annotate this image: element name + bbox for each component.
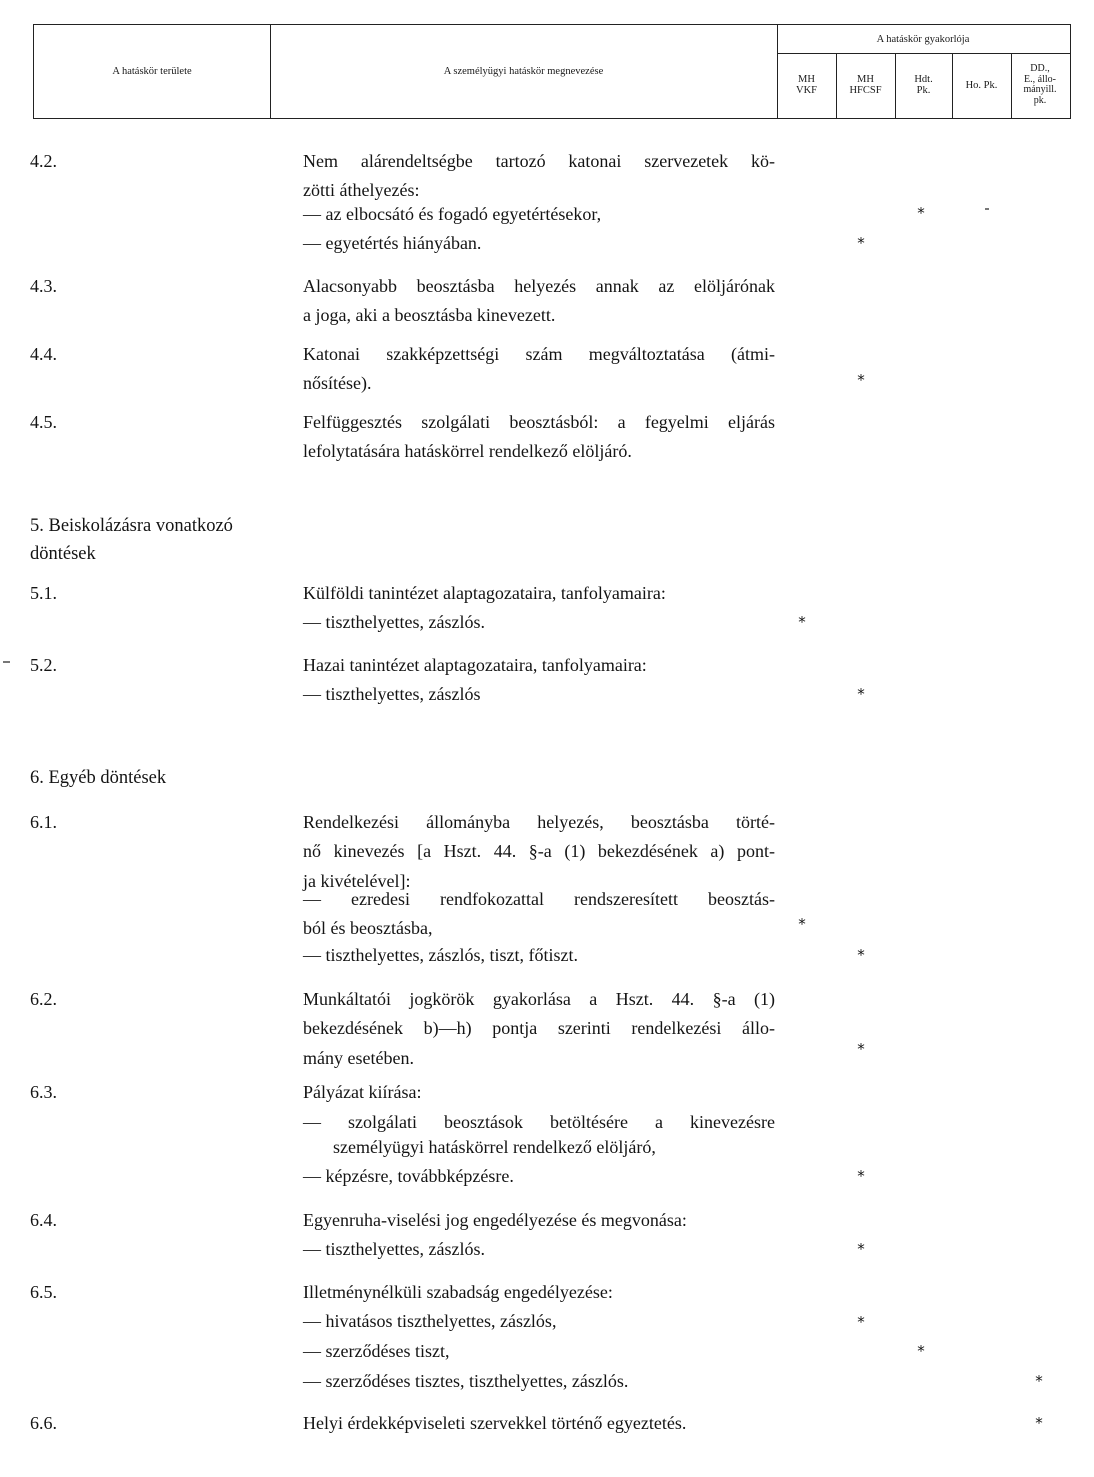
marker-mh-vkf: *	[798, 613, 806, 631]
header-name	[270, 25, 777, 117]
row-number: 4.2.	[30, 151, 57, 171]
marker-mh-hfcsf: *	[857, 1167, 865, 1185]
section-heading-line: 5. Beiskolázásra vonatkozó	[30, 516, 233, 536]
header-exerciser-label: A hatáskör gyakorlója	[876, 33, 970, 45]
row-number: 5.1.	[30, 583, 57, 603]
row-description	[303, 1078, 775, 1107]
row-description	[303, 408, 775, 467]
description-line: Nem alárendeltségbe tartozó katonai szervezetek kö-	[303, 151, 775, 171]
list-item: — egyetértés hiányában.	[303, 233, 482, 253]
marker-mh-hfcsf: *	[857, 1040, 865, 1058]
header-col-text: MH	[798, 74, 815, 85]
description-line: nősítése).	[303, 373, 372, 394]
list-item: — szerződéses tiszt,	[303, 1341, 450, 1361]
list-item	[303, 885, 775, 944]
row-number: 6.4.	[30, 1210, 57, 1230]
header-col-text: E., állo-	[1024, 73, 1056, 85]
section-heading: 6. Egyéb döntések	[30, 768, 167, 788]
description-line: — ezredesi rendfokozattal rendszeresített beosztás-	[303, 889, 775, 909]
list-item: — tiszthelyettes, zászlós	[303, 684, 481, 704]
description-line: Rendelkezési állományba helyezés, beosztásba törté-	[303, 812, 775, 832]
marker-mh-vkf: *	[798, 915, 806, 933]
header-col-text: HFCSF	[849, 85, 882, 96]
row-number: 4.3.	[30, 276, 57, 296]
marker-mh-hfcsf: *	[857, 1240, 865, 1258]
marker-hdt-pk: *	[917, 1342, 925, 1360]
scan-speck	[3, 661, 10, 663]
row-description	[303, 272, 775, 331]
marker-mh-hfcsf: *	[857, 371, 865, 389]
list-item: — szolgálati beosztások betöltésére a kinevezésre	[303, 1112, 775, 1132]
row-description	[303, 340, 775, 399]
list-item: — tiszthelyettes, zászlós.	[303, 1239, 485, 1259]
row-number: 6.3.	[30, 1082, 57, 1102]
description-line: bekezdésének b)—h) pontja szerinti rendelkezési állo-	[303, 1018, 775, 1039]
marker-dd: *	[1035, 1372, 1043, 1390]
marker-hdt-pk: *	[917, 204, 925, 222]
row-description	[303, 1409, 775, 1438]
description-line: zötti áthelyezés:	[303, 180, 420, 201]
row-number: 5.2.	[30, 655, 57, 675]
description-line: Alacsonyabb beosztásba helyezés annak az elöljárónak	[303, 276, 775, 296]
description-line: Egyenruha-viselési jog engedélyezése és megvonása:	[303, 1210, 687, 1230]
row-description	[303, 985, 775, 1073]
list-item: — tiszthelyettes, zászlós.	[303, 612, 485, 632]
marker-dd: *	[1035, 1414, 1043, 1432]
description-line: Külföldi tanintézet alaptagozataira, tanfolyamaira:	[303, 583, 666, 603]
description-line: ból és beosztásba,	[303, 918, 433, 939]
header-col-text: pk.	[1033, 94, 1047, 106]
header-area	[34, 25, 270, 117]
header-col-text: Pk.	[916, 85, 931, 96]
description-line: Munkáltatói jogkörök gyakorlása a Hszt. 44. §-a (1)	[303, 989, 775, 1009]
header-col-mh-vkf	[777, 53, 836, 117]
header-col-hdt-pk	[895, 53, 952, 117]
header-table	[33, 24, 1071, 119]
description-line: Illetménynélküli szabadság engedélyezése:	[303, 1282, 613, 1302]
header-col-ho-pk	[952, 53, 1011, 117]
description-line: Hazai tanintézet alaptagozataira, tanfolyamaira:	[303, 655, 647, 675]
header-col-text: MH	[857, 74, 874, 85]
row-number: 6.1.	[30, 812, 57, 832]
list-item: — az elbocsátó és fogadó egyetértésekor,	[303, 204, 602, 224]
row-description	[303, 1278, 775, 1307]
header-col-text: Ho. Pk.	[965, 79, 998, 91]
row-description	[303, 808, 775, 896]
row-description	[303, 1206, 775, 1235]
row-number: 4.5.	[30, 412, 57, 432]
row-description	[303, 651, 775, 680]
header-col-text: Hdt.	[914, 74, 933, 85]
description-line: ja kivételével]:	[303, 870, 411, 891]
list-item: — tiszthelyettes, zászlós, tiszt, főtiszt.	[303, 945, 578, 965]
description-line: a joga, aki a beosztásba kinevezett.	[303, 305, 556, 326]
header-col-mh-hfcsf	[836, 53, 895, 117]
list-item: — szerződéses tisztes, tiszthelyettes, zászlós.	[303, 1371, 629, 1391]
row-number: 6.6.	[30, 1413, 57, 1433]
row-description	[303, 147, 775, 206]
header-area-label: A hatáskör területe	[112, 65, 192, 77]
description-line: Pályázat kiírása:	[303, 1082, 422, 1102]
description-line: mány esetében.	[303, 1047, 414, 1068]
header-col-text: mányill.	[1023, 84, 1057, 95]
row-number: 6.5.	[30, 1282, 57, 1302]
header-col-text: DD.,	[1030, 63, 1050, 74]
marker-mh-hfcsf: *	[857, 685, 865, 703]
list-item: — hivatásos tiszthelyettes, zászlós,	[303, 1311, 557, 1331]
header-exerciser	[777, 25, 1069, 53]
description-line: nő kinevezés [a Hszt. 44. §-a (1) bekezdésének a) pont-	[303, 841, 775, 862]
row-number: 6.2.	[30, 989, 57, 1009]
header-col-text: VKF	[795, 85, 817, 96]
list-item: személyügyi hatáskörrel rendelkező elöljáró,	[333, 1137, 656, 1157]
marker-mh-hfcsf: *	[857, 1313, 865, 1331]
row-number: 4.4.	[30, 344, 57, 364]
description-line: Katonai szakképzettségi szám megváltoztatása (átmi-	[303, 344, 775, 364]
marker-mh-hfcsf: *	[857, 946, 865, 964]
marker-mh-hfcsf: *	[857, 234, 865, 252]
section-heading-line: döntések	[30, 544, 96, 564]
header-name-label: A személyügyi hatáskör megnevezése	[443, 65, 604, 77]
description-line: Helyi érdekképviseleti szervekkel történő egyeztetés.	[303, 1413, 687, 1433]
description-line: lefolytatására hatáskörrel rendelkező elöljáró.	[303, 441, 632, 462]
scan-speck	[985, 208, 989, 210]
header-col-dd	[1011, 53, 1069, 117]
row-description	[303, 579, 775, 608]
list-item: — képzésre, továbbképzésre.	[303, 1166, 514, 1186]
description-line: Felfüggesztés szolgálati beosztásból: a fegyelmi eljárás	[303, 412, 775, 432]
section-heading	[30, 512, 290, 568]
